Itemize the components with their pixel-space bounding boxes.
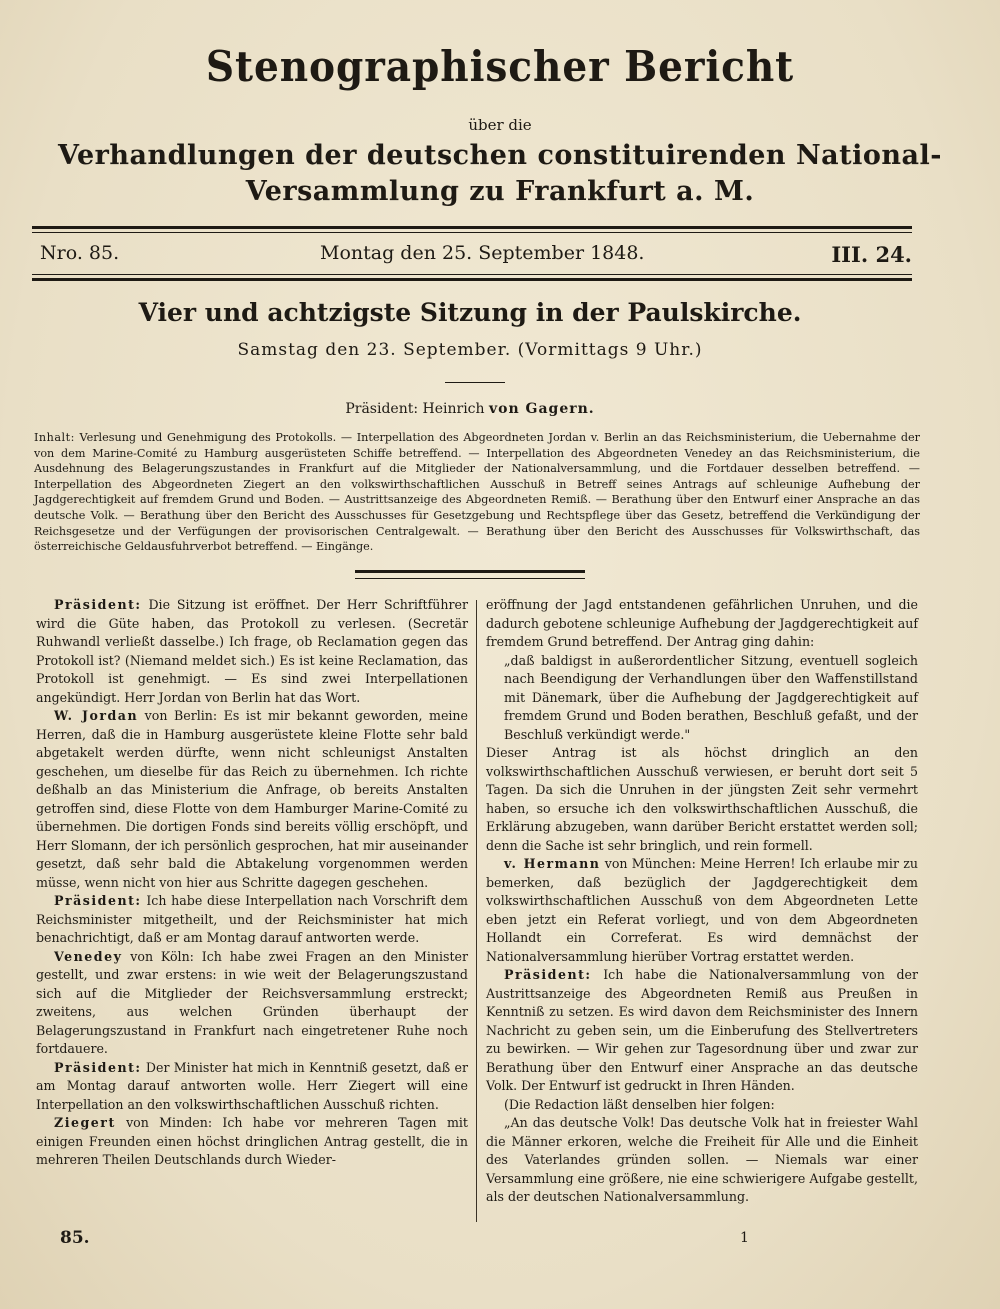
contents-text: Verlesung und Genehmigung des Protokolls. — Interpellation des Abgeordneten Jordan v. Berlin an das Reichsministerium, die Uebernahme der von dem Marine-Comité zu Hamburg ausgerüsteten Schiffe betreffend. — Interpellation des Abgeordneten Venedey an das Reichsministerium, die Ausdehnung des Belagerungszustandes in Frankfurt auf die Mitglieder der Nationalversammlung, und die Fortdauer desselben betreffend. — Interpellation des Abgeordneten Ziegert an den volkswirthschaftlichen Ausschuß in Betreff seines Antrags auf schleunige Aufhebung der Jagdgerechtigkeit auf fremdem Grund und Boden. — Austrittsanzeige des Abgeordneten Remiß. — Berathung über den Entwurf einer Ansprache an das deutsche Volk. — Berathung über den Bericht des Ausschusses für Gesetzgebung und Rechtspflege über das Gesetz, betreffend die Verkündigung der Reichsgesetze und der Verfügungen der provisorischen Centralgewalt. — Berathung über den Bericht des Ausschusses für Volkswirthschaft, das österreichische Geldausfuhrverbot betreffend. — Eingänge. (34, 431, 920, 554)
contents-label: Inhalt: (34, 431, 75, 444)
masthead-title: Stenographischer Bericht (205, 42, 795, 91)
section-rule-bottom (355, 578, 585, 579)
issue-rule-thick (32, 278, 912, 281)
antrag-quote: „daß baldigst in außerordentlicher Sitzung, eventuell sogleich nach Beendigung der Verhandlungen über den Waffenstillstand mit Dänemark, über die Aufhebung der Jagdgerechtigkeit auf fremdem Grund und Boden berathen, Beschluß gefaßt, und der Beschluß verkündigt werde." (504, 652, 918, 742)
masthead-subtitle-line2: Versammlung zu Frankfurt a. M. (245, 176, 755, 207)
president-label: Präsident: (345, 401, 419, 417)
session-short-rule (445, 382, 505, 383)
page-number: 1 (740, 1230, 749, 1246)
masthead-rule-top-thin (32, 232, 912, 233)
masthead-subtitle-line1: Verhandlungen der deutschen constituirenden National- (58, 140, 942, 171)
issue-date: Montag den 25. September 1848. (320, 242, 645, 264)
issue-number: Nro. 85. (40, 242, 120, 264)
session-date: Samstag den 23. September. (Vormittags 9 Uhr.) (237, 340, 703, 360)
paragraph: Präsident: Die Sitzung ist eröffnet. Der Herr Schriftführer wird die Güte haben, das Protokoll zu verlesen. (Secretär Ruhwandl verließt dasselbe.) Ich frage, ob Reclamation gegen das Protokoll ist? (Niemand meldet sich.) Es ist keine Reclamation, das Protokoll ist genehmigt. — Es sind zwei Interpellationen angekündigt. Herr Jordan von Berlin hat das Wort. (36, 597, 468, 705)
issue-rule-thin (32, 274, 912, 275)
paragraph: (Die Redaction läßt denselben hier folgen: (504, 1096, 775, 1112)
paragraph: Venedey von Köln: Ich habe zwei Fragen an den Minister gestellt, und zwar erstens: in wie weit der Belagerungszustand sich auf die Mitglieder der Reichsversammlung erstreckt; zweitens, aus welchen Gründen überhaupt der Belagerungszustand in Frankfurt nach eingetretener Ruhe noch fortdauere. (36, 948, 468, 1056)
paragraph: Präsident: Ich habe diese Interpellation nach Vorschrift dem Reichsminister mitgetheilt, und der Reichsminister hat mich benachrichtigt, daß er am Montag darauf antworten werde. (36, 893, 468, 945)
paragraph: Präsident: Der Minister hat mich in Kenntniß gesetzt, daß er am Montag darauf antworten wolle. Herr Ziegert will eine Interpellation an den volkswirthschaftlichen Ausschuß richten. (36, 1059, 468, 1112)
issue-volume: III. 24. (831, 242, 912, 267)
masthead-rule-top (32, 226, 912, 229)
paragraph: v. Hermann von München: Meine Herren! Ich erlaube mir zu bemerken, daß bezüglich der Jagdgerechtigkeit dem volkswirthschaftlichen Ausschuß von dem Abgeordneten Lette eben jetzt ein Referat vorliegt, und von dem Abgeordneten Hollandt ein Correferat. Es wird demnächst der Nationalversammlung hierüber Vortrag erstattet werden. (486, 856, 918, 964)
masthead-ueber: über die (468, 116, 532, 134)
paragraph: Ziegert von Minden: Ich habe vor mehreren Tagen mit einigen Freunden einen höchst dringlichen Antrag gestellt, die in mehreren Theilen Deutschlands durch Wieder- (36, 1115, 468, 1167)
session-title: Vier und achtzigste Sitzung in der Paulskirche. (138, 298, 802, 327)
paragraph: Präsident: Ich habe die Nationalversammlung von der Austrittsanzeige des Abgeordneten Remiß aus Preußen in Kenntniß zu setzen. Es wird davon dem Reichsminister des Innern Nachricht zu geben sein, um die Einberufung des Stellvertreters zu bewirken. — Wir gehen zur Tagesordnung über und zwar zur Berathung über den Entwurf einer Ansprache an das deutsche Volk. Der Entwurf ist gedruckt in Ihren Händen. (486, 967, 918, 1093)
section-rule-top (355, 570, 585, 577)
printer-signature: 85. (60, 1228, 90, 1248)
right-column (486, 596, 918, 1207)
issue-line (40, 242, 912, 272)
paragraph: „An das deutsche Volk! Das deutsche Volk hat in freiester Wahl die Männer erkoren, welche die Freiheit für Alle und die Einheit des Vaterlandes gründen sollen. — Niemals war einer Versammlung eine größere, nie eine schwierigere Aufgabe gestellt, als der deutschen Nationalversammlung. (486, 1115, 918, 1204)
left-column (36, 596, 468, 1170)
paragraph: W. Jordan von Berlin: Es ist mir bekannt geworden, meine Herren, daß die in Hamburg ausgerüstete kleine Flotte sehr bald abgetakelt werden dürfte, wenn nicht schleunigst Anstalten geschehen, um dieselbe für das Reich zu übernehmen. Ich richte deßhalb an das Ministerium die Anfrage, ob bereits Anstalten getroffen sind, diese Flotte von dem Hamburger Marine-Comité zu übernehmen. Die dortigen Fonds sind bereits völlig erschöpft, und Herr Slomann, der ich persönlich gesprochen, hat mir auseinander gesetzt, daß sehr bald die Abtakelung vorgenommen werden müsse, wenn nicht von hier aus Schritte dagegen geschehen. (36, 708, 468, 890)
paragraph-continuation: eröffnung der Jagd entstandenen gefährlichen Unruhen, und die dadurch gebotene schleunige Aufhebung der Jagdgerechtigkeit auf fremdem Grund betreffend. Der Antrag ging dahin: (486, 597, 918, 649)
paragraph: Dieser Antrag ist als höchst dringlich an den volkswirthschaftlichen Ausschuß verwiesen, er beruht dort seit 5 Tagen. Da sich die Unruhen in der jüngsten Zeit sehr vermehrt haben, so ersuche ich den volkswirthschaftlichen Ausschuß, die Erklärung abzugeben, wann darüber Bericht erstattet werden soll; denn die Sache ist sehr bringlich, und rein formell. (486, 745, 918, 853)
president-line (0, 401, 940, 417)
contents-summary (34, 430, 920, 555)
president-first-name: Heinrich (422, 401, 485, 417)
president-last-name: von Gagern. (488, 401, 595, 417)
column-divider (476, 600, 477, 1222)
